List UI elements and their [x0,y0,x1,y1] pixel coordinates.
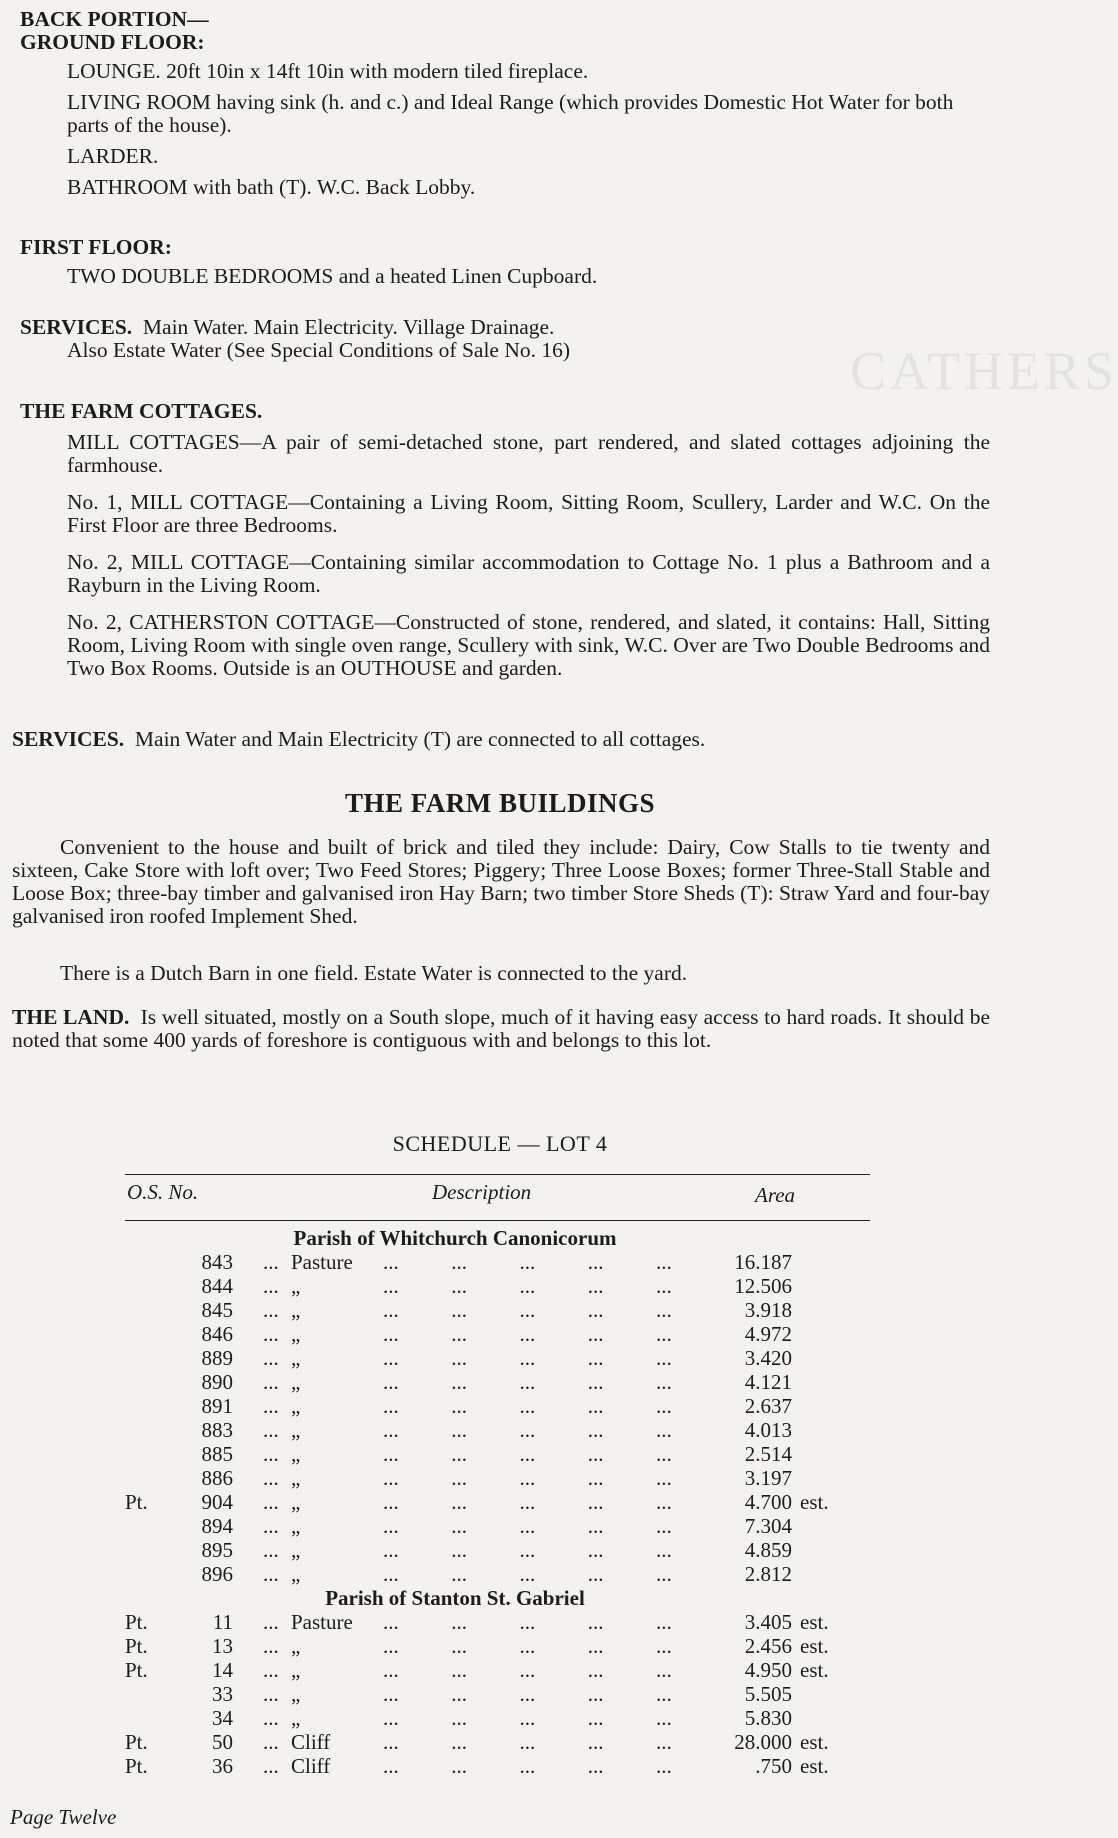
description-cell: Pasture [291,1250,353,1274]
spacer [233,1706,263,1730]
leader-dots: ... [263,1658,279,1682]
col-header-area: Area [755,1183,796,1207]
os-no-cell: 885 [201,1442,233,1466]
est-cell [792,1442,860,1466]
area-cell: 2.637 [744,1394,792,1418]
pt-cell: Pt. [125,1658,148,1682]
leader-dots: ... ... ... ... ... [383,1298,672,1322]
description-cell: „ [291,1538,301,1562]
pt-cell [125,1514,185,1538]
leader-dots: ... [263,1250,279,1274]
os-no-cell: 894 [201,1514,233,1538]
back-portion-section [20,8,990,207]
est-cell: est. [800,1634,829,1658]
description-cell: Cliff [291,1754,331,1778]
pt-cell [125,1346,185,1370]
farm-buildings-title: THE FARM BUILDINGS [344,788,656,818]
table-row [125,1274,860,1298]
the-land-label: THE LAND. [12,1005,130,1029]
back-services-section [20,316,990,362]
farm-cottages-heading: THE FARM COTTAGES. [20,399,263,423]
spacer [233,1634,263,1658]
leader-dots: ... ... ... ... ... [383,1514,672,1538]
parish-heading: Parish of Whitchurch Canonicorum [293,1226,617,1250]
services-line2: Also Estate Water (See Special Conditions of Sale No. 16) [67,338,571,362]
area-cell: 12.506 [734,1274,792,1298]
spacer [233,1322,263,1346]
cottage-services-text: Main Water and Main Electricity (T) are connected to all cottages. [134,727,706,751]
pt-cell [125,1682,185,1706]
spacer [233,1442,263,1466]
area-cell: 7.304 [744,1514,792,1538]
spacer [233,1346,263,1370]
area-cell: 4.121 [744,1370,792,1394]
leader-dots: ... [263,1466,279,1490]
est-cell [792,1706,860,1730]
table-row [125,1442,860,1466]
leader-dots: ... ... ... ... ... [383,1418,672,1442]
pt-cell [125,1562,185,1586]
cottage-services-section [12,728,990,751]
description-cell: „ [291,1322,301,1346]
area-cell: 3.405 [744,1610,792,1634]
pt-cell [125,1418,185,1442]
area-cell: 2.456 [744,1634,792,1658]
pt-cell: Pt. [125,1754,148,1778]
table-row [125,1250,860,1274]
description-cell: „ [291,1706,301,1730]
table-row [125,1538,860,1562]
pt-cell: Pt. [125,1730,148,1754]
leader-dots: ... ... ... ... ... [383,1346,672,1370]
leader-dots: ... ... ... ... ... [383,1394,672,1418]
pt-cell [125,1370,185,1394]
area-cell: 5.505 [744,1682,792,1706]
schedule-header-rule [125,1220,870,1221]
leader-dots: ... [263,1538,279,1562]
spacer [233,1418,263,1442]
description-cell: „ [291,1634,301,1658]
description-cell: „ [291,1490,301,1514]
table-row [125,1370,860,1394]
os-no-cell: 11 [212,1610,233,1634]
area-cell: .750 [755,1754,792,1778]
spacer [233,1490,263,1514]
os-no-cell: 886 [201,1466,233,1490]
os-no-cell: 890 [201,1370,233,1394]
bathroom-line: BATHROOM with bath (T). W.C. Back Lobby. [67,175,476,199]
os-no-cell: 33 [212,1682,233,1706]
leader-dots: ... ... ... ... ... [383,1274,672,1298]
description-cell: „ [291,1418,301,1442]
area-cell: 4.013 [744,1418,792,1442]
mill-cottage-1-para: No. 1, MILL COTTAGE—Containing a Living Room, Sitting Room, Scullery, Larder and W.C. On the First Floor are three Bedrooms. [67,490,990,537]
leader-dots: ... [263,1706,279,1730]
est-cell [792,1418,860,1442]
col-header-os-no: O.S. No. [127,1180,199,1204]
est-cell: est. [800,1730,829,1754]
est-cell [792,1298,860,1322]
area-cell: 3.420 [744,1346,792,1370]
pt-cell [125,1442,185,1466]
description-cell: „ [291,1298,301,1322]
area-cell: 4.859 [744,1538,792,1562]
area-cell: 4.950 [744,1658,792,1682]
leader-dots: ... [263,1514,279,1538]
leader-dots: ... [263,1682,279,1706]
os-no-cell: 846 [201,1322,233,1346]
spacer [233,1562,263,1586]
table-row [125,1754,860,1778]
est-cell: est. [800,1658,829,1682]
pt-cell [125,1466,185,1490]
est-cell [792,1394,860,1418]
table-row [125,1418,860,1442]
mill-cottage-2-para: No. 2, MILL COTTAGE—Containing similar accommodation to Cottage No. 1 plus a Bathroom and a Rayburn in the Living Room. [67,550,990,597]
leader-dots: ... ... ... ... ... [383,1658,672,1682]
farm-buildings-para1 [12,836,990,928]
leader-dots: ... [263,1418,279,1442]
leader-dots: ... ... ... ... ... [383,1466,672,1490]
first-floor-line: TWO DOUBLE BEDROOMS and a heated Linen Cupboard. [67,264,598,288]
area-cell: 2.514 [744,1442,792,1466]
larder-line: LARDER. [67,144,159,168]
schedule-table [125,1610,860,1778]
farm-buildings-text: Convenient to the house and built of brick and tiled they include: Dairy, Cow Stalls to tie twenty and sixteen, Cake Store with loft over; Two Feed Stores; Piggery; Three Loose Boxes; former Three-Stall Stable and Loose Box; three-bay timber and galvanised iron Hay Barn; two timber Store Sheds (T): Straw Yard and four-bay galvanised iron roofed Implement Shed. [12,835,990,928]
area-cell: 3.197 [744,1466,792,1490]
leader-dots: ... [263,1322,279,1346]
table-row [125,1298,860,1322]
est-cell [792,1538,860,1562]
description-cell: „ [291,1658,301,1682]
leader-dots: ... [263,1754,279,1778]
leader-dots: ... [263,1298,279,1322]
leader-dots: ... [263,1562,279,1586]
pt-cell [125,1706,185,1730]
description-cell: „ [291,1346,301,1370]
schedule-table [125,1250,860,1586]
area-cell: 4.972 [744,1322,792,1346]
services-text: Main Water. Main Electricity. Village Drainage. [142,315,555,339]
schedule-title: SCHEDULE — LOT 4 [392,1131,608,1156]
pt-cell: Pt. [125,1634,148,1658]
description-cell: „ [291,1370,301,1394]
leader-dots: ... ... ... ... ... [383,1322,672,1346]
leader-dots: ... ... ... ... ... [383,1754,672,1778]
pt-cell [125,1394,185,1418]
os-no-cell: 904 [201,1490,233,1514]
table-row [125,1466,860,1490]
the-land-text: Is well situated, mostly on a South slope, much of it having easy access to hard roads. It should be noted that some 400 yards of foreshore is contiguous with and belongs to this lot. [12,1005,990,1052]
first-floor-heading: FIRST FLOOR: [20,235,172,259]
os-no-cell: 34 [212,1706,233,1730]
leader-dots: ... [263,1730,279,1754]
pt-cell: Pt. [125,1490,148,1514]
description-cell: „ [291,1466,301,1490]
os-no-cell: 889 [201,1346,233,1370]
table-row [125,1682,860,1706]
living-room-line: LIVING ROOM having sink (h. and c.) and Ideal Range (which provides Domestic Hot Water for both parts of the house). [67,90,954,137]
mill-cottages-para: MILL COTTAGES—A pair of semi-detached stone, part rendered, and slated cottages adjoining the farmhouse. [67,430,990,477]
leader-dots: ... [263,1370,279,1394]
leader-dots: ... [263,1610,279,1634]
first-floor-section [20,236,990,288]
table-row [125,1394,860,1418]
spacer [233,1466,263,1490]
leader-dots: ... ... ... ... ... [383,1250,672,1274]
farm-cottages-section [20,400,990,688]
spacer [233,1514,263,1538]
leader-dots: ... ... ... ... ... [383,1442,672,1466]
os-no-cell: 845 [201,1298,233,1322]
est-cell [792,1346,860,1370]
spacer [233,1730,263,1754]
area-cell: 2.812 [744,1562,792,1586]
bleed-through-text: CATHERS [850,341,1118,401]
table-row [125,1322,860,1346]
description-cell: „ [291,1274,301,1298]
os-no-cell: 50 [212,1730,233,1754]
est-cell: est. [800,1490,829,1514]
spacer [233,1370,263,1394]
spacer [233,1274,263,1298]
leader-dots: ... ... ... ... ... [383,1682,672,1706]
leader-dots: ... ... ... ... ... [383,1634,672,1658]
est-cell [792,1250,860,1274]
os-no-cell: 14 [212,1658,233,1682]
schedule-top-rule [125,1174,870,1175]
os-no-cell: 891 [201,1394,233,1418]
description-cell: „ [291,1562,301,1586]
col-header-description: Description [432,1180,532,1204]
table-row [125,1490,860,1514]
description-cell: „ [291,1682,301,1706]
os-no-cell: 896 [201,1562,233,1586]
leader-dots: ... ... ... ... ... [383,1706,672,1730]
pt-cell [125,1538,185,1562]
area-cell: 3.918 [744,1298,792,1322]
leader-dots: ... [263,1490,279,1514]
leader-dots: ... [263,1394,279,1418]
description-cell: „ [291,1442,301,1466]
table-row [125,1514,860,1538]
spacer [233,1754,263,1778]
leader-dots: ... [263,1274,279,1298]
spacer [233,1610,263,1634]
description-cell: Pasture [291,1610,353,1634]
pt-cell [125,1250,185,1274]
table-row [125,1634,860,1658]
description-cell: Cliff [291,1730,331,1754]
leader-dots: ... ... ... ... ... [383,1610,672,1634]
est-cell [792,1562,860,1586]
area-cell: 16.187 [734,1250,792,1274]
leader-dots: ... [263,1346,279,1370]
spacer [233,1682,263,1706]
os-no-cell: 36 [212,1754,233,1778]
pt-cell [125,1322,185,1346]
os-no-cell: 844 [201,1274,233,1298]
leader-dots: ... ... ... ... ... [383,1490,672,1514]
services-label: SERVICES. [20,315,133,339]
description-cell: „ [291,1394,301,1418]
os-no-cell: 843 [201,1250,233,1274]
area-cell: 5.830 [744,1706,792,1730]
spacer [233,1250,263,1274]
est-cell [792,1514,860,1538]
table-row [125,1562,860,1586]
page-footer: Page Twelve [10,1805,117,1829]
back-portion-heading: BACK PORTION— [20,7,209,31]
table-row [125,1658,860,1682]
table-row [125,1346,860,1370]
leader-dots: ... [263,1634,279,1658]
spacer [233,1298,263,1322]
schedule-body [125,1226,870,1778]
leader-dots: ... ... ... ... ... [383,1538,672,1562]
lounge-line: LOUNGE. 20ft 10in x 14ft 10in with modern tiled fireplace. [67,59,589,83]
parish-heading: Parish of Stanton St. Gabriel [325,1586,585,1610]
pt-cell [125,1274,185,1298]
spacer [233,1658,263,1682]
ground-floor-heading: GROUND FLOOR: [20,30,205,54]
leader-dots: ... ... ... ... ... [383,1730,672,1754]
description-cell: „ [291,1514,301,1538]
pt-cell: Pt. [125,1610,148,1634]
est-cell [792,1682,860,1706]
leader-dots: ... ... ... ... ... [383,1562,672,1586]
est-cell [792,1466,860,1490]
est-cell [792,1274,860,1298]
area-cell: 4.700 [744,1490,792,1514]
table-row [125,1706,860,1730]
est-cell: est. [800,1610,829,1634]
est-cell: est. [800,1754,829,1778]
spacer [233,1394,263,1418]
the-land-section [12,1006,990,1052]
area-cell: 28.000 [734,1730,792,1754]
os-no-cell: 895 [201,1538,233,1562]
est-cell [792,1322,860,1346]
leader-dots: ... ... ... ... ... [383,1370,672,1394]
catherston-cottage-para: No. 2, CATHERSTON COTTAGE—Constructed of stone, rendered, and slated, it contains: Hall, Sitting Room, Living Room with single oven range, Scullery with sink, W.C. Over are Two Double Bedrooms and Two Box Rooms. Outside is an OUTHOUSE and garden. [67,610,990,680]
spacer [233,1538,263,1562]
leader-dots: ... [263,1442,279,1466]
os-no-cell: 883 [201,1418,233,1442]
table-row [125,1730,860,1754]
table-row [125,1610,860,1634]
cottage-services-label: SERVICES. [12,727,125,751]
pt-cell [125,1298,185,1322]
farm-buildings-para2: There is a Dutch Barn in one field. Estate Water is connected to the yard. [60,961,688,985]
os-no-cell: 13 [212,1634,233,1658]
est-cell [792,1370,860,1394]
